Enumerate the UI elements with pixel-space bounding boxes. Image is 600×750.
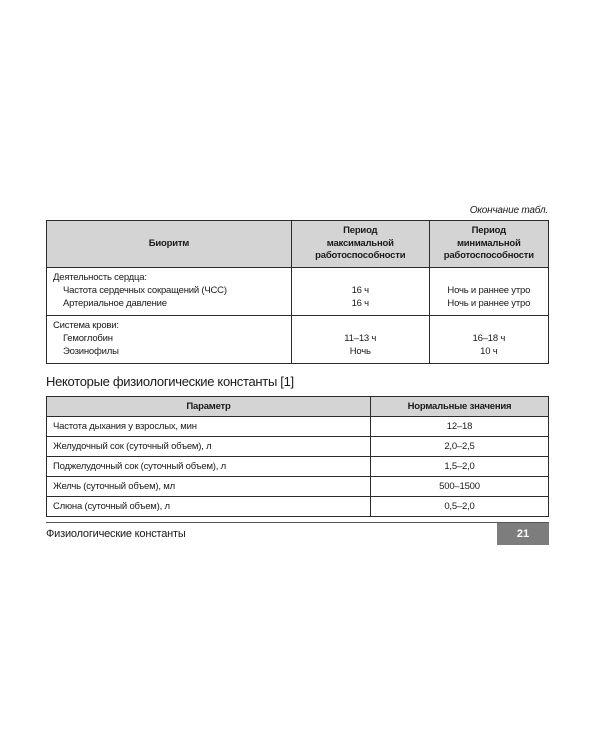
row-min-value: Ночь и раннее утро: [447, 285, 531, 296]
max-cell: [291, 268, 429, 316]
group-title: Деятельность сердца:: [53, 272, 147, 283]
row-max-value: 11–13 ч: [344, 333, 377, 344]
header-line: работоспособности: [443, 250, 534, 262]
header-max-period: [291, 221, 429, 268]
param-name: Поджелудочный сок (суточный объем), л: [47, 457, 371, 477]
min-cell: [429, 316, 548, 364]
table-row: [47, 457, 549, 477]
header-line: Период: [471, 225, 506, 237]
footer-title: Физиологические константы: [46, 528, 186, 540]
table-row-group-heart: [47, 268, 549, 316]
header-biorhythm: Биоритм: [47, 221, 292, 268]
table-row-group-blood: [47, 316, 549, 364]
param-name: Частота дыхания у взрослых, мин: [47, 417, 371, 437]
max-cell: [291, 316, 429, 364]
biorhythm-table: [46, 220, 549, 364]
header-line: работоспособности: [315, 250, 406, 262]
row-max-value: Ночь: [349, 346, 371, 357]
header-parameter: Параметр: [47, 397, 371, 417]
row-name: Гемоглобин: [63, 333, 113, 344]
param-name: Желудочный сок (суточный объем), л: [47, 437, 371, 457]
row-name: Артериальное давление: [63, 298, 167, 309]
header-normal-values: Нормальные значения: [371, 397, 549, 417]
table-header-row: [47, 397, 549, 417]
param-value: 12–18: [371, 417, 549, 437]
group-cell: [47, 316, 292, 364]
header-line: Период: [343, 225, 378, 237]
table-row: [47, 437, 549, 457]
section-heading: Некоторые физиологические константы [1]: [46, 374, 294, 389]
row-min-value: 16–18 ч: [472, 333, 506, 344]
footer-divider: [46, 522, 549, 523]
row-max-value: 16 ч: [351, 285, 369, 296]
row-min-value: Ночь и раннее утро: [447, 298, 531, 309]
param-value: 1,5–2,0: [371, 457, 549, 477]
header-line: максимальной: [326, 237, 394, 249]
group-cell: [47, 268, 292, 316]
table-row: [47, 477, 549, 497]
param-value: 0,5–2,0: [371, 497, 549, 517]
table-row: [47, 497, 549, 517]
param-value: 2,0–2,5: [371, 437, 549, 457]
param-value: 500–1500: [371, 477, 549, 497]
min-cell: [429, 268, 548, 316]
continuation-note: Окончание табл.: [469, 205, 548, 216]
constants-table: [46, 396, 549, 517]
page-number: 21: [497, 523, 549, 545]
header-line: минимальной: [456, 237, 521, 249]
row-max-value: 16 ч: [351, 298, 369, 309]
header-min-period: [429, 221, 548, 268]
row-name: Эозинофилы: [63, 346, 119, 357]
row-name: Частота сердечных сокращений (ЧСС): [63, 285, 227, 296]
table-header-row: [47, 221, 549, 268]
param-name: Желчь (суточный объем), мл: [47, 477, 371, 497]
table-row: [47, 417, 549, 437]
group-title: Система крови:: [53, 320, 119, 331]
row-min-value: 10 ч: [480, 346, 498, 357]
param-name: Слюна (суточный объем), л: [47, 497, 371, 517]
